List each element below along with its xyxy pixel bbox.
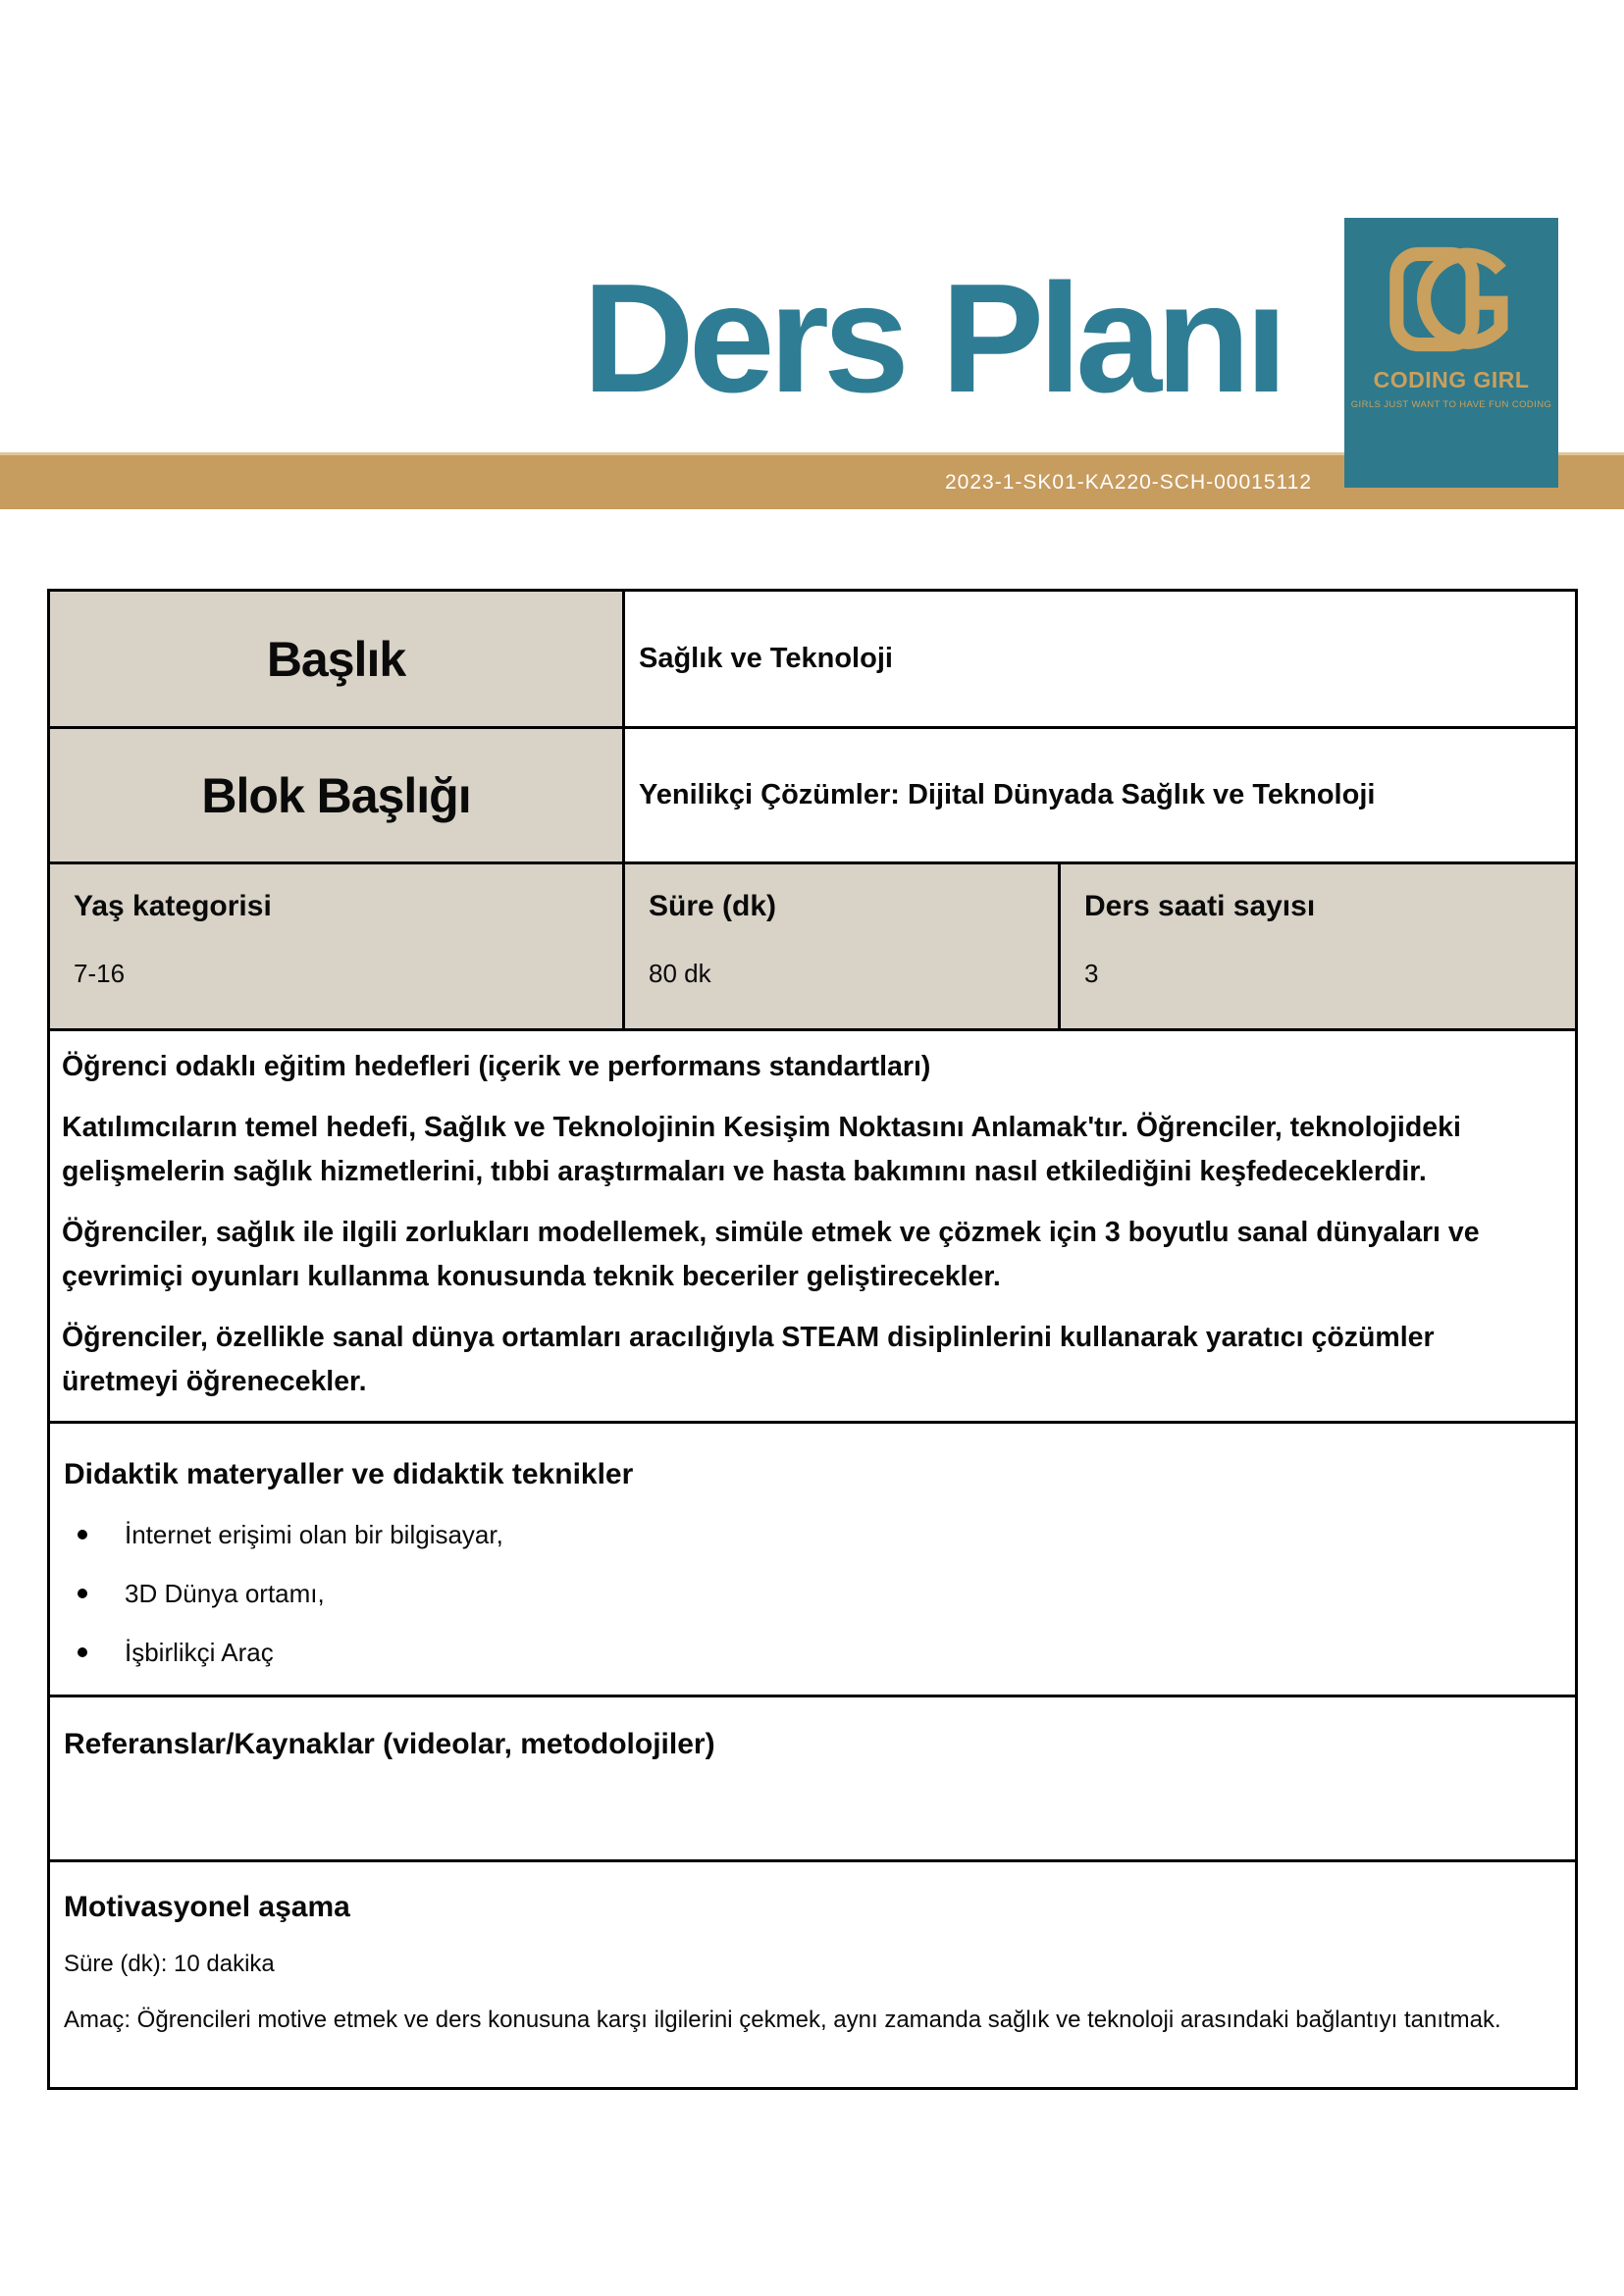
age-category-cell [49, 863, 624, 1030]
bullet-icon [78, 1589, 87, 1598]
references-heading: Referanslar/Kaynaklar (videolar, metodolojiler) [64, 1728, 715, 1760]
duration-label: Süre (dk) [649, 890, 777, 922]
objectives-paragraph: Öğrenciler, özellikle sanal dünya ortamları aracılığıyla STEAM disiplinlerini kullanarak yaratıcı çözümler üretmeyi öğrenecekler. [62, 1322, 1435, 1397]
lesson-plan-table [47, 589, 1578, 2090]
list-item-text: İşbirlikçi Araç [125, 1638, 274, 1667]
materials-heading: Didaktik materyaller ve didaktik teknikler [64, 1458, 634, 1490]
objectives-paragraph: Katılımcıların temel hedefi, Sağlık ve Teknolojinin Kesişim Noktasını Anlamak'tır. Öğrenciler, teknolojideki gelişmelerin sağlık hizmetlerini, tıbbi araştırmaları ve hasta bakımını nasıl etkilediğini keşfedeceklerdir. [62, 1112, 1461, 1187]
table-row-meta [49, 863, 1577, 1030]
logo-name: CODING GIRL [1373, 367, 1530, 392]
table-row-objectives [49, 1030, 1577, 1423]
title-value-cell: Sağlık ve Teknoloji [624, 591, 1577, 728]
materials-list [64, 1518, 1516, 1669]
references-cell [49, 1696, 1577, 1861]
motivation-cell [49, 1861, 1577, 2089]
coding-girl-logo [1344, 218, 1558, 488]
bullet-icon [78, 1647, 87, 1657]
list-item [78, 1636, 1516, 1669]
bullet-icon [78, 1530, 87, 1539]
document-title: Ders Planı [582, 252, 1283, 425]
list-item [78, 1577, 1516, 1610]
table-row-materials [49, 1423, 1577, 1696]
list-item-text: 3D Dünya ortamı, [125, 1579, 325, 1608]
motivation-purpose: Amaç: Öğrencileri motive etmek ve ders konusuna karşı ilgilerini çekmek, aynı zamanda sağlık ve teknoloji arasındaki bağlantıyı tanıtmak. [64, 2007, 1501, 2033]
g-monogram-icon [1375, 234, 1528, 365]
age-category-label: Yaş kategorisi [74, 890, 272, 922]
list-item-text: İnternet erişimi olan bir bilgisayar, [125, 1520, 503, 1549]
logo-tagline: GIRLS JUST WANT TO HAVE FUN CODING [1350, 399, 1552, 410]
lesson-hours-label: Ders saati sayısı [1084, 890, 1316, 922]
objectives-heading: Öğrenci odaklı eğitim hedefleri (içerik ve performans standartları) [62, 1051, 931, 1082]
lesson-hours-cell [1060, 863, 1577, 1030]
title-label-cell: Başlık [49, 591, 624, 728]
objectives-cell [49, 1030, 1577, 1423]
lesson-hours-value: 3 [1084, 959, 1099, 988]
table-row-title [49, 591, 1577, 728]
project-code: 2023-1-SK01-KA220-SCH-00015112 [945, 471, 1312, 494]
table-row-references [49, 1696, 1577, 1861]
motivation-heading: Motivasyonel aşama [64, 1891, 350, 1923]
block-title-label-cell: Blok Başlığı [49, 728, 624, 863]
duration-value: 80 dk [649, 959, 711, 988]
list-item [78, 1518, 1516, 1551]
block-title-value-cell: Yenilikçi Çözümler: Dijital Dünyada Sağlık ve Teknoloji [624, 728, 1577, 863]
materials-cell [49, 1423, 1577, 1696]
motivation-duration: Süre (dk): 10 dakika [64, 1951, 275, 1977]
duration-cell [624, 863, 1060, 1030]
objectives-paragraph: Öğrenciler, sağlık ile ilgili zorlukları modellemek, simüle etmek ve çözmek için 3 boyutlu sanal dünyaları ve çevrimiçi oyunları kullanma konusunda teknik beceriler geliştirecekler. [62, 1217, 1480, 1292]
age-category-value: 7-16 [74, 959, 126, 988]
table-row-block-title [49, 728, 1577, 863]
table-row-motivation [49, 1861, 1577, 2089]
